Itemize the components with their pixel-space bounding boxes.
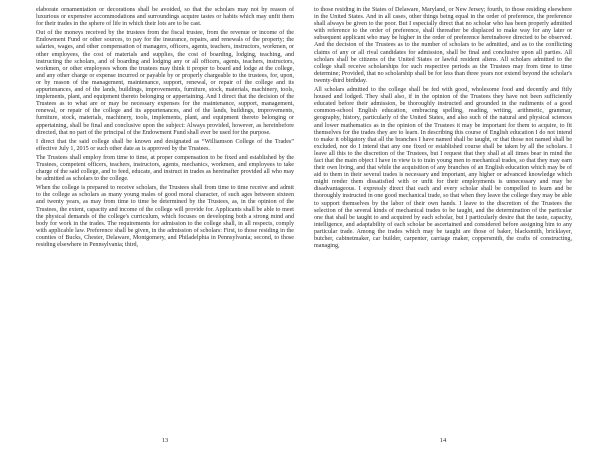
left-page-number: 13 [161, 437, 169, 444]
left-page [36, 7, 294, 251]
left-paragraph-4: The Trustees shall employ from time to time, at proper compensation to be fixed and established by the Trustees, competent officers, teachers, instructors, agents, mechanics, workmen, and employees to take charge of the said college, and to feed, educate, and instruct in trades as hereinafter provided all who may be admitted as scholars to the college. [36, 154, 294, 183]
right-page-number: 14 [439, 437, 447, 444]
right-paragraph-2: All scholars admitted to the college shall be fed with good, wholesome food and decently and fitly housed and lodged. They shall also, if in the opinion of the Trustees they have not been sufficiently educated before their admission, be thoroughly instructed and grounded in the rudiments of a good common-school English education, embracing spelling, reading, writing, arithmetic, grammar, geography, history, particularly of the United States, and also such of the natural and physical sciences and lower mathematics as in the opinion of the Trustees it may be important for them to acquire, to fit themselves for the trades they are to learn. In describing this course of English education I do not intend to make it obligatory that all the branches I have named shall be taught, or that those not named shall be excluded, nor do I intend that any one fixed or established course shall be taken by all the scholars. I leave all this to the discretion of the Trustees, but I request that they shall at all times bear in mind the fact that the main object I have in view is to train young men to mechanical trades, so that they may earn their own living, and that while the acquisition of any branches of an English education which may be of aid to them in their several trades is necessary and important, any higher or advanced knowledge which might render them dissatisfied with or unfit for their employments is unnecessary and may be disadvantageous. I expressly direct that each and every scholar shall be compelled to learn and be thoroughly instructed in one good mechanical trade, so that when they leave the college they may be able to support themselves by the labor of their own hands. I leave to the discretion of the Trustees the selection of the several kinds of mechanical trades to be taught, and the determination of the particular one that shall be taught to and acquired by each scholar, but I particularly desire that the taste, capacity, intelligence, and adaptability of each scholar be ascertained and considered before assigning him to any particular trade. Among the trades which may be taught are those of baker, blacksmith, bricklayer, butcher, cabinetmaker, car builder, carpenter, carriage maker, coppersmith, the crafts of constructing, managing, [314, 87, 572, 250]
left-paragraph-2: Out of the moneys received by the trustees from the fiscal trustee, from the revenue or income of the Endowment Fund or other sources, to pay for the insurance, repairs, and renewals of the property; the salaries, wages, and other compensation of managers, officers, agents, teachers, instructors, workmen, or other employees, the cost of materials and supplies, the cost of boarding, lodging, teaching, and instructing the scholars, and of boarding and lodging any or all officers, agents, teachers, instructors, workmen, or other employees whom the trustees may think it proper to board and lodge at the college, and any other charge or expense incurred or payable by or properly chargeable to the trustees, for, upon, or by reason of the management, maintenance, support, renewal, or repair of the college and its appurtenances, and of the lands, buildings, improvements, furniture, stock, materials, machinery, tools, implements, plant, and equipment thereto belonging or appertaining. And I direct that the decision of the Trustees as to what are or may be necessary expenses for the maintenance, support, management, renewal, or repair of the college and its appurtenances, and of the lands, buildings, improvements, furniture, stock, materials, machinery, tools, implements, plant, and equipment thereto belonging or appertaining, shall be final and conclusive upon the subject: Always provided, however, as hereinbefore directed, that no part of the principal of the Endowment Fund shall ever be used for the purpose. [36, 30, 294, 136]
right-paragraph-1: to those residing in the States of Delaware, Maryland, or New Jersey; fourth, to those residing elsewhere in the United States. And in all cases, other things being equal in the order of preference, the preference shall always be given to the poor. But I especially direct that no scholar who has been properly admitted with reference to the order of preference, shall thereafter be displaced to make way for any later or subsequent applicant who may be higher in the order of preference hereinabove directed to be observed. And the decision of the Trustees as to the number of scholars to be admitted, and as to the conflicting claims of any or all rival candidates for admission, shall be final and conclusive upon all parties. All scholars shall be citizens of the United States or lawful resident aliens. All scholars admitted to the college shall receive scholarships for such respective periods as the Trustees may from time to time determine; Provided, that no scholarship shall be for less than three years nor extend beyond the scholar's twenty-third birthday. [314, 7, 572, 84]
left-paragraph-5: When the college is prepared to receive scholars, the Trustees shall from time to time receive and admit to the college as scholars as many young males of good moral character, of such ages between sixteen and twenty years, as may from time to time be determined by the Trustees, as, in the opinion of the Trustees, the extent, capacity and income of the college will provide for. Applicants shall be able to meet the physical demands of the college's curriculum, which focuses on developing both a strong mind and body for work in the trades. The requirements for admission to the college shall, in all respects, comply with applicable law. Preference shall be given, in the admission of scholars: First, to those residing in the counties of Bucks, Chester, Delaware, Montgomery, and Philadelphia in Pennsylvania; second, to those residing elsewhere in Pennsylvania; third, [36, 185, 294, 248]
left-paragraph-1: elaborate ornamentation or decorations shall be avoided, so that the scholars may not by reason of luxurious or expensive accommodations and surroundings acquire tastes or habits which may unfit them for their trades in the sphere of life in which their lots are to be cast. [36, 7, 294, 28]
right-page [314, 7, 572, 252]
left-paragraph-3: I direct that the said college shall be known and designated as “Williamson College of the Trades” effective July 1, 2015 or such other date as is approved by the Trustees. [36, 138, 294, 152]
